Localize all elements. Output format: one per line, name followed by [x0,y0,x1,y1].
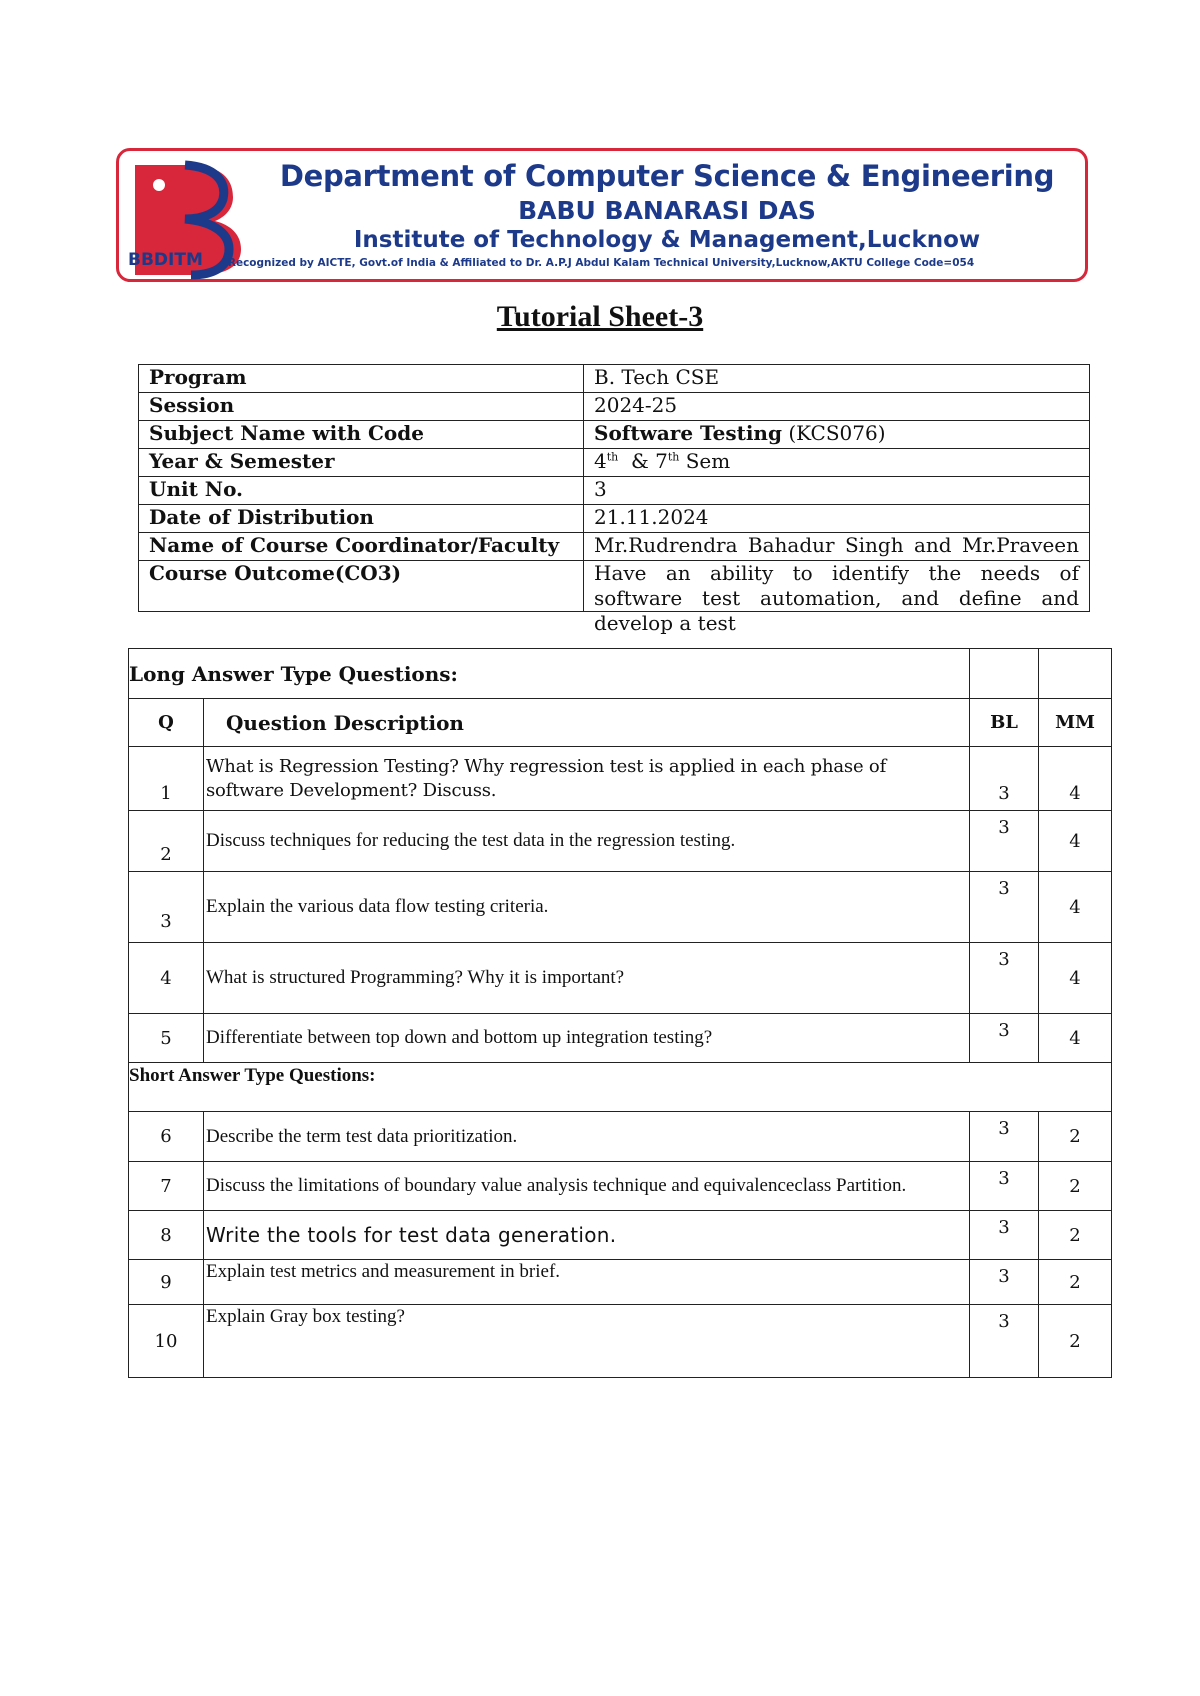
question-description: Explain the various data flow testing criteria. [204,872,970,943]
question-bl: 3 [970,1305,1039,1378]
year-suffix: th [606,450,619,464]
empty-mm-cell [1039,649,1112,699]
info-row-session [139,393,1090,421]
recognition-line: Recognized by AICTE, Govt.of India & Affiliated to Dr. A.P.J Abdul Kalam Technical University,Lucknow,AKTU College Code=054 [227,257,975,269]
sem-text: Sem [679,449,731,473]
question-bl: 3 [970,1014,1039,1063]
banner-text-block [227,151,1085,279]
question-row [129,1162,1112,1211]
info-row-date [139,505,1090,533]
question-description: Write the tools for test data generation. [204,1211,970,1260]
question-description: Explain Gray box testing? [204,1305,970,1378]
question-description: Explain test metrics and measurement in brief. [204,1260,970,1305]
question-number: 8 [129,1211,204,1260]
subject-value [584,421,1090,449]
department-name: Department of Computer Science & Engineering [279,159,1055,193]
question-bl: 3 [970,1211,1039,1260]
question-mm: 4 [1039,943,1112,1014]
subject-code: (KCS076) [781,421,886,445]
info-row-subject [139,421,1090,449]
short-section-heading: Short Answer Type Questions: [129,1063,1112,1112]
course-info-table [138,364,1090,635]
question-number: 7 [129,1162,204,1211]
unit-value: 3 [584,477,1090,505]
college-name: BABU BANARASI DAS [518,196,816,225]
coordinator-value: Mr.Rudrendra Bahadur Singh and Mr.Praveen [584,533,1090,561]
question-number: 6 [129,1112,204,1162]
question-mm: 4 [1039,1014,1112,1063]
question-mm: 4 [1039,872,1112,943]
subject-name: Software Testing [594,421,782,445]
question-row [129,1014,1112,1063]
question-bl: 3 [970,747,1039,811]
col-header-description: Question Description [204,699,970,747]
empty-bl-cell [970,649,1039,699]
questions-table [128,648,1112,1378]
question-mm: 4 [1039,747,1112,811]
date-value: 21.11.2024 [584,505,1090,533]
question-mm: 2 [1039,1305,1112,1378]
question-bl: 3 [970,1112,1039,1162]
college-header-banner [116,148,1088,282]
info-row-unit [139,477,1090,505]
question-bl: 3 [970,811,1039,872]
year-separator: & 7 [618,449,668,473]
question-bl: 3 [970,1260,1039,1305]
question-row [129,811,1112,872]
question-row [129,747,1112,811]
coordinator-label: Name of Course Coordinator/Faculty [139,533,584,561]
course-outcome-label: Course Outcome(CO3) [139,561,584,612]
program-label: Program [139,365,584,393]
question-description: Describe the term test data prioritization. [204,1112,970,1162]
session-label: Session [139,393,584,421]
question-description: Differentiate between top down and bottom up integration testing? [204,1014,970,1063]
question-mm: 2 [1039,1112,1112,1162]
question-row [129,1260,1112,1305]
question-row [129,1211,1112,1260]
program-value: B. Tech CSE [584,365,1090,393]
question-bl: 3 [970,872,1039,943]
session-value: 2024-25 [584,393,1090,421]
question-number: 9 [129,1260,204,1305]
question-row [129,1112,1112,1162]
question-bl: 3 [970,1162,1039,1211]
year-value [584,449,1090,477]
info-row-coordinator [139,533,1090,561]
question-description: Discuss techniques for reducing the test data in the regression testing. [204,811,970,872]
question-mm: 2 [1039,1211,1112,1260]
long-section-header-row [129,649,1112,699]
unit-label: Unit No. [139,477,584,505]
question-description: What is structured Programming? Why it is important? [204,943,970,1014]
info-row-year [139,449,1090,477]
question-number: 10 [129,1305,204,1378]
question-number: 2 [129,811,204,872]
question-row [129,1305,1112,1378]
sem-suffix: th [667,450,680,464]
question-number: 1 [129,747,204,811]
long-section-heading: Long Answer Type Questions: [129,649,970,699]
question-number: 5 [129,1014,204,1063]
question-bl: 3 [970,943,1039,1014]
year-label: Year & Semester [139,449,584,477]
course-outcome-value: Have an ability to identify the needs of software test automation, and define and develop a test [594,561,1079,635]
question-description: What is Regression Testing? Why regression test is applied in each phase of software Development? Discuss. [204,747,970,811]
col-header-bl: BL [970,699,1039,747]
question-mm: 2 [1039,1260,1112,1305]
question-description: Discuss the limitations of boundary value analysis technique and equivalenceclass Partition. [204,1162,970,1211]
question-number: 4 [129,943,204,1014]
info-row-program [139,365,1090,393]
question-row [129,872,1112,943]
year-number: 4 [594,449,607,473]
question-mm: 4 [1039,811,1112,872]
page-title: Tutorial Sheet-3 [496,300,704,333]
subject-label: Subject Name with Code [139,421,584,449]
question-mm: 2 [1039,1162,1112,1211]
col-header-q: Q [129,699,204,747]
institute-name: Institute of Technology & Management,Lucknow [353,227,981,253]
info-row-course-outcome [139,561,1090,612]
logo-caption: BBDITM [128,250,203,270]
col-header-mm: MM [1039,699,1112,747]
short-section-header-row [129,1063,1112,1112]
question-row [129,943,1112,1014]
course-outcome-cell [584,561,1090,635]
date-label: Date of Distribution [139,505,584,533]
column-header-row [129,699,1112,747]
question-number: 3 [129,872,204,943]
